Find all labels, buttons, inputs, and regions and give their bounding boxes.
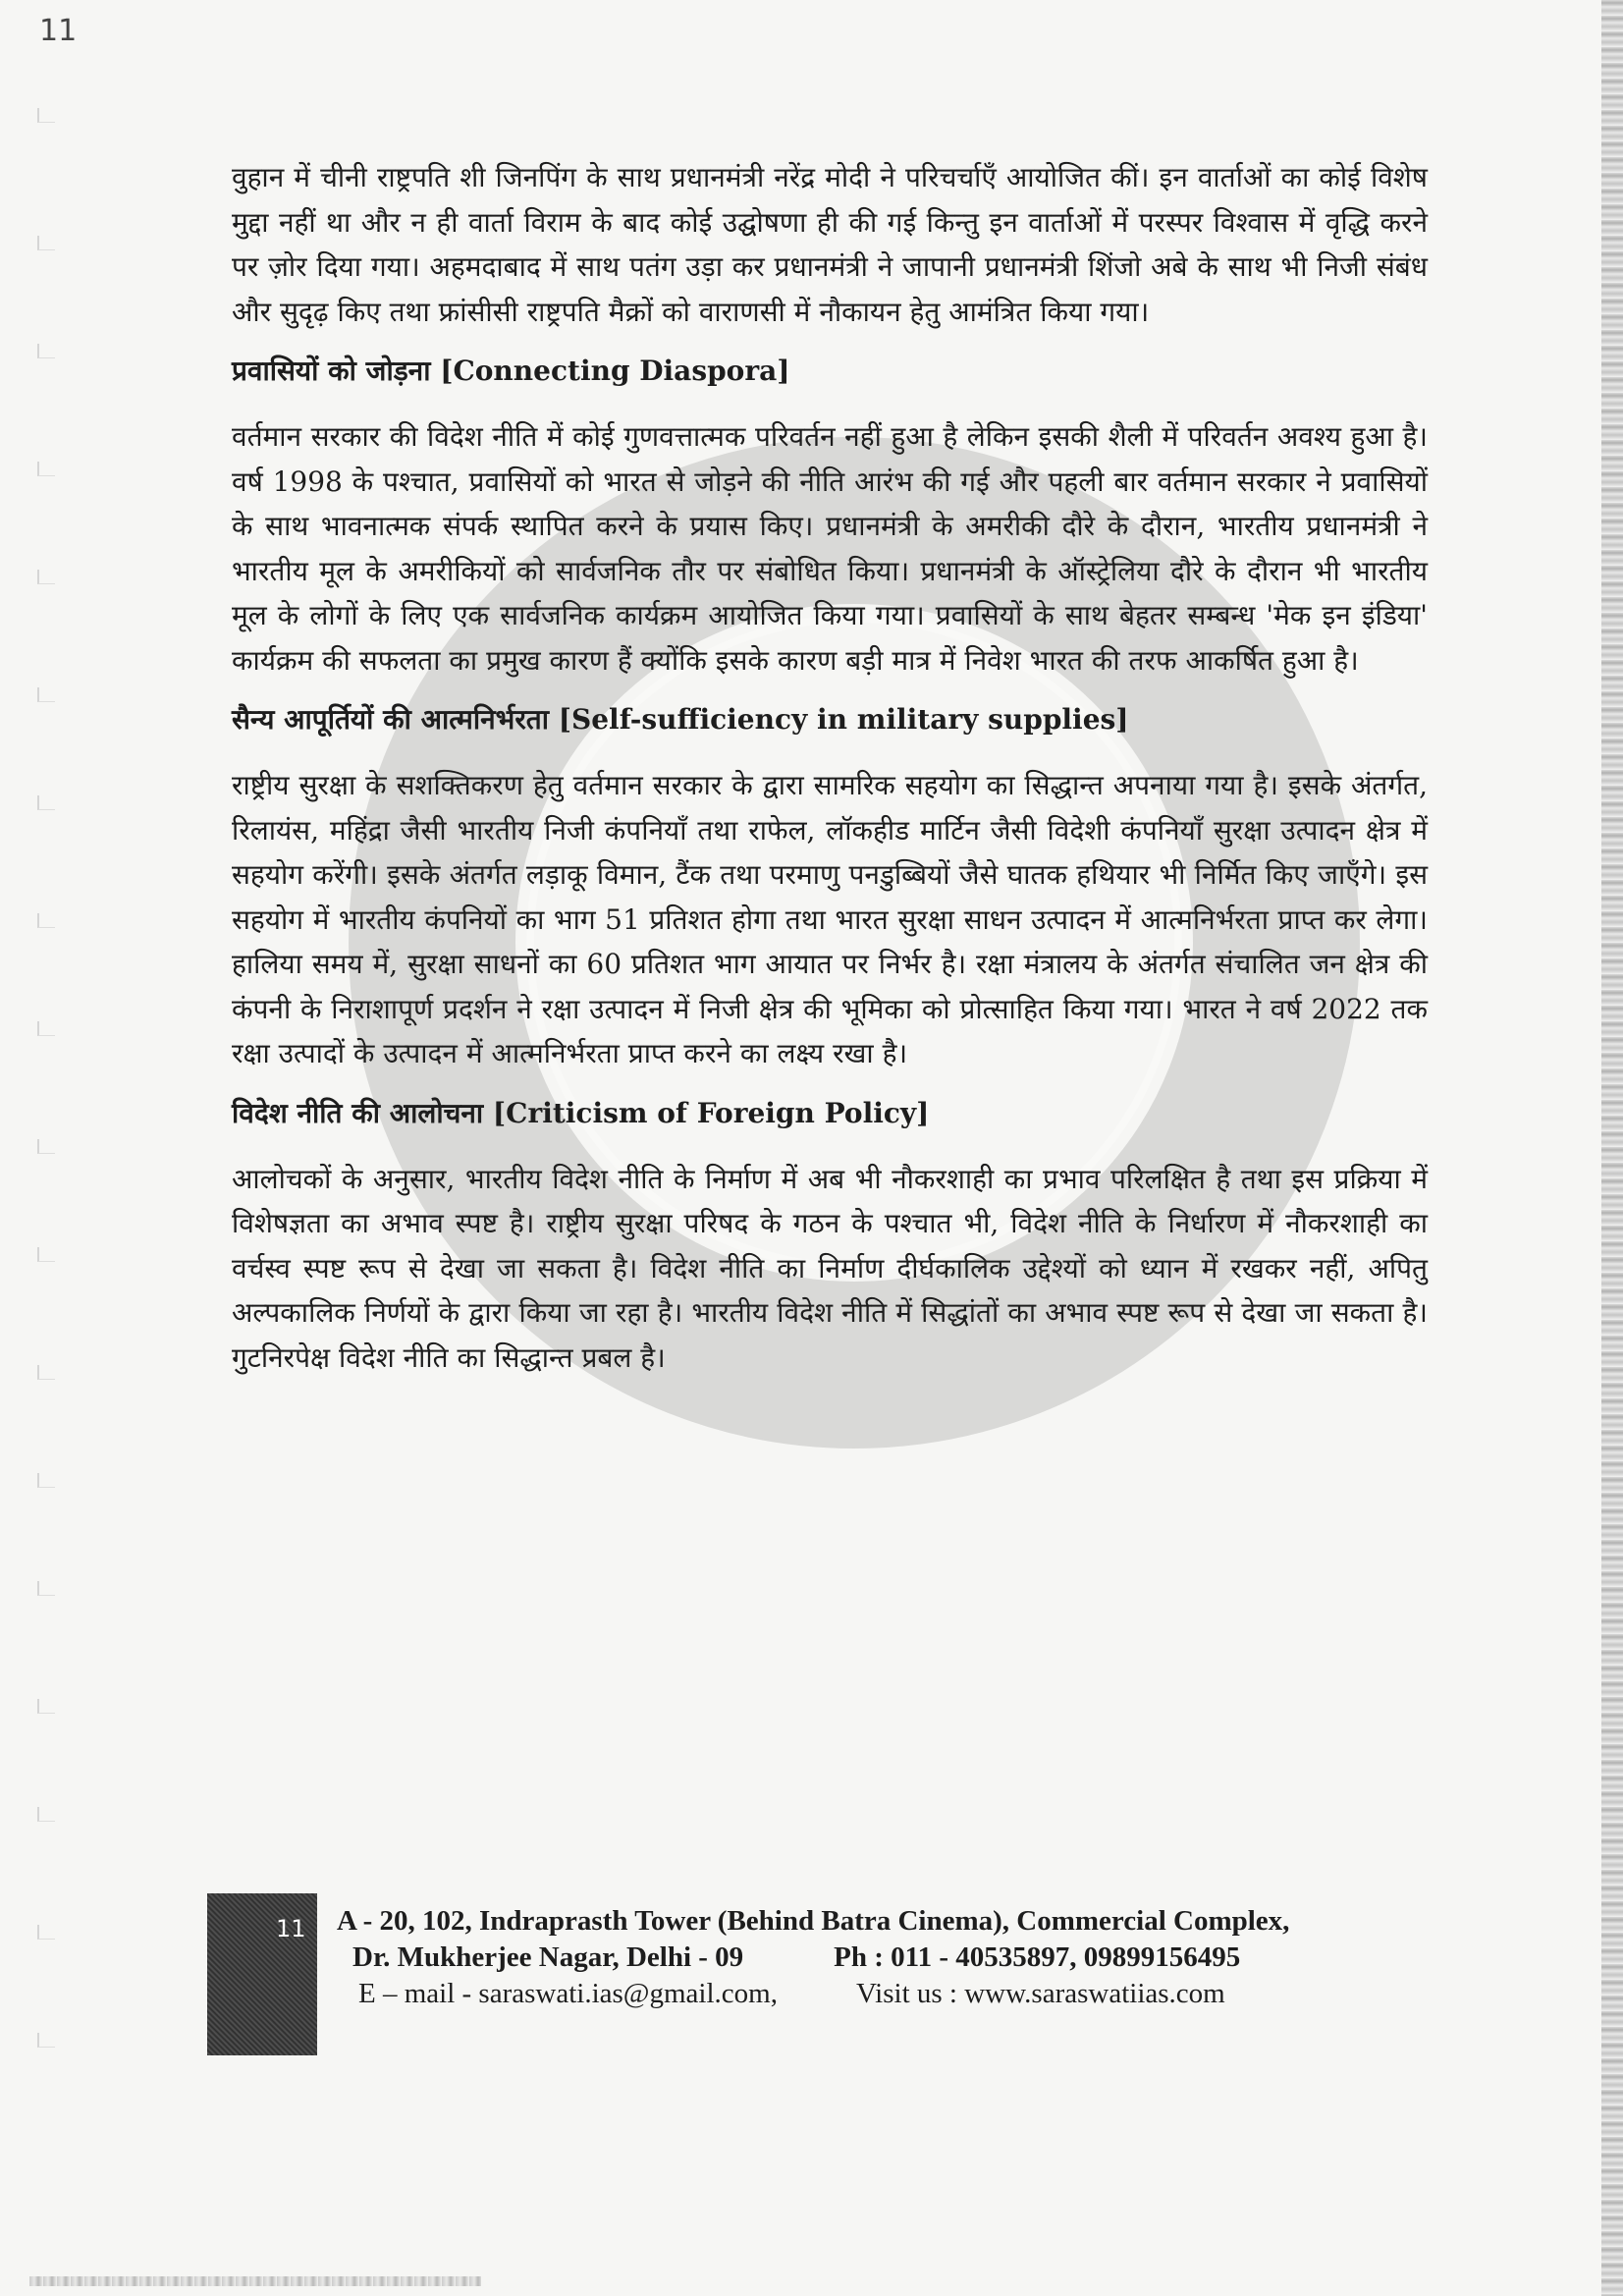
paragraph-military-supplies: राष्ट्रीय सुरक्षा के सशक्तिकरण हेतु वर्तमान सरकार के द्वारा सामरिक सहयोग का सिद्धान्त अपनाया गया है। इसके अंतर्गत, रिलायंस, महिंद्रा जैसी भारतीय निजी कंपनियाँ तथा राफेल, लॉकहीड मार्टिन जैसी विदेशी कंपनियाँ सुरक्षा उत्पादन क्षेत्र में सहयोग करेंगी। इसके अंतर्गत लड़ाकू विमान, टैंक तथा परमाणु पनडुब्बियों जैसे घातक हथियार भी निर्मित किए जाएँगे। इस सहयोग में भारतीय कंपनियों का भाग 51 प्रतिशत होगा तथा भारत सुरक्षा साधन उत्पादन में आत्मनिर्भरता प्राप्त कर लेगा। हालिया समय में, सुरक्षा साधनों का 60 प्रतिशत भाग आयात पर निर्भर है। रक्षा मंत्रालय के अंतर्गत संचालित जन क्षेत्र की कंपनी के निराशापूर्ण प्रदर्शन ने रक्षा उत्पादन में निजी क्षेत्र की भूमिका को प्रोत्साहित किया गया। भारत ने वर्ष 2022 तक रक्षा उत्पादों के उत्पादन में आत्मनिर्भरता प्राप्त करने का लक्ष्य रखा है। <box>232 769 1428 1069</box>
scan-bottom-noise <box>29 2276 481 2286</box>
footer-city: Dr. Mukherjee Nagar, Delhi - 09 <box>352 1941 744 1973</box>
heading-connecting-diaspora: प्रवासियों को जोड़ना [Connecting Diaspora] <box>232 355 790 387</box>
footer-address-block <box>329 1903 1395 2012</box>
heading-criticism-foreign-policy: विदेश नीति की आलोचना [Criticism of Foreign Policy] <box>232 1096 930 1129</box>
paragraph-wuhan-summit: वुहान में चीनी राष्ट्रपति शी जिनपिंग के साथ प्रधानमंत्री नरेंद्र मोदी ने परिचर्चाएँ आयोजित कीं। इन वार्ताओं का कोई विशेष मुद्दा नहीं था और न ही वार्ता विराम के बाद कोई उद्घोषणा ही की गई किन्तु इन वार्ताओं में परस्पर विश्वास में वृद्धि करने पर ज़ोर दिया गया। अहमदाबाद में साथ पतंग उड़ा कर प्रधानमंत्री ने जापानी प्रधानमंत्री शिंजो अबे के साथ भी निजी संबंध और सुदृढ़ किए तथा फ्रांसीसी राष्ट्रपति मैक्रों को वाराणसी में नौकायन हेतु आमंत्रित किया गया। <box>232 161 1428 328</box>
footer-email[interactable]: E – mail - saraswati.ias@gmail.com, <box>358 1978 778 2009</box>
footer-page-box <box>207 1893 317 2055</box>
footer <box>207 1893 1395 2055</box>
heading-military-self-sufficiency: सैन्य आपूर्तियों की आत्मनिर्भरता [Self-sufficiency in military supplies] <box>232 703 1129 736</box>
paragraph-diaspora: वर्तमान सरकार की विदेश नीति में कोई गुणवत्तात्मक परिवर्तन नहीं हुआ है लेकिन इसकी शैली में परिवर्तन अवश्य हुआ है। वर्ष 1998 के पश्चात, प्रवासियों को भारत से जोड़ने की नीति आरंभ की गई और पहली बार वर्तमान सरकार ने प्रवासियों के साथ भावनात्मक संपर्क स्थापित करने के प्रयास किए। प्रधानमंत्री के अमरीकी दौरे के दौरान, भारतीय प्रधानमंत्री ने भारतीय मूल के अमरीकियों को सार्वजनिक तौर पर संबोधित किया। प्रधानमंत्री के ऑस्ट्रेलिया दौरे के दौरान भी भारतीय मूल के लोगों के लिए एक सार्वजनिक कार्यक्रम आयोजित किया गया। प्रवासियों के साथ बेहतर सम्बन्ध 'मेक इन इंडिया' कार्यक्रम की सफलता का प्रमुख कारण हैं क्योंकि इसके कारण बड़ी मात्र में निवेश भारत की तरफ आकर्षित हुआ है। <box>232 420 1428 677</box>
scan-margin-marks <box>37 108 67 2131</box>
footer-contact-line <box>329 1940 1395 1976</box>
footer-page-number: 11 <box>276 1915 306 1942</box>
footer-phone: Ph : 011 - 40535897, 09899156495 <box>834 1941 1241 1973</box>
main-content <box>232 155 1428 1380</box>
footer-address-line: A - 20, 102, Indraprasth Tower (Behind Batra Cinema), Commercial Complex, <box>337 1905 1290 1937</box>
footer-web-line <box>329 1976 1395 2012</box>
page-number-top: 11 <box>39 14 78 48</box>
scan-edge-noise <box>1601 0 1623 2296</box>
paragraph-criticism: आलोचकों के अनुसार, भारतीय विदेश नीति के निर्माण में अब भी नौकरशाही का प्रभाव परिलक्षित है तथा इस प्रक्रिया में विशेषज्ञता का अभाव स्पष्ट है। राष्ट्रीय सुरक्षा परिषद के गठन के पश्चात भी, विदेश नीति के निर्धारण में नौकरशाही का वर्चस्व स्पष्ट रूप से देखा जा सकता है। विदेश नीति का निर्माण दीर्घकालिक उद्देश्यों को ध्यान में रखकर नहीं, अपितु अल्पकालिक निर्णयों के द्वारा किया जा रहा है। भारतीय विदेश नीति में सिद्धांतों का अभाव स्पष्ट रूप से देखा जा सकता है। गुटनिरपेक्ष विदेश नीति का सिद्धान्त प्रबल है। <box>232 1162 1428 1374</box>
footer-website[interactable]: Visit us : www.saraswatiias.com <box>855 1978 1225 2009</box>
